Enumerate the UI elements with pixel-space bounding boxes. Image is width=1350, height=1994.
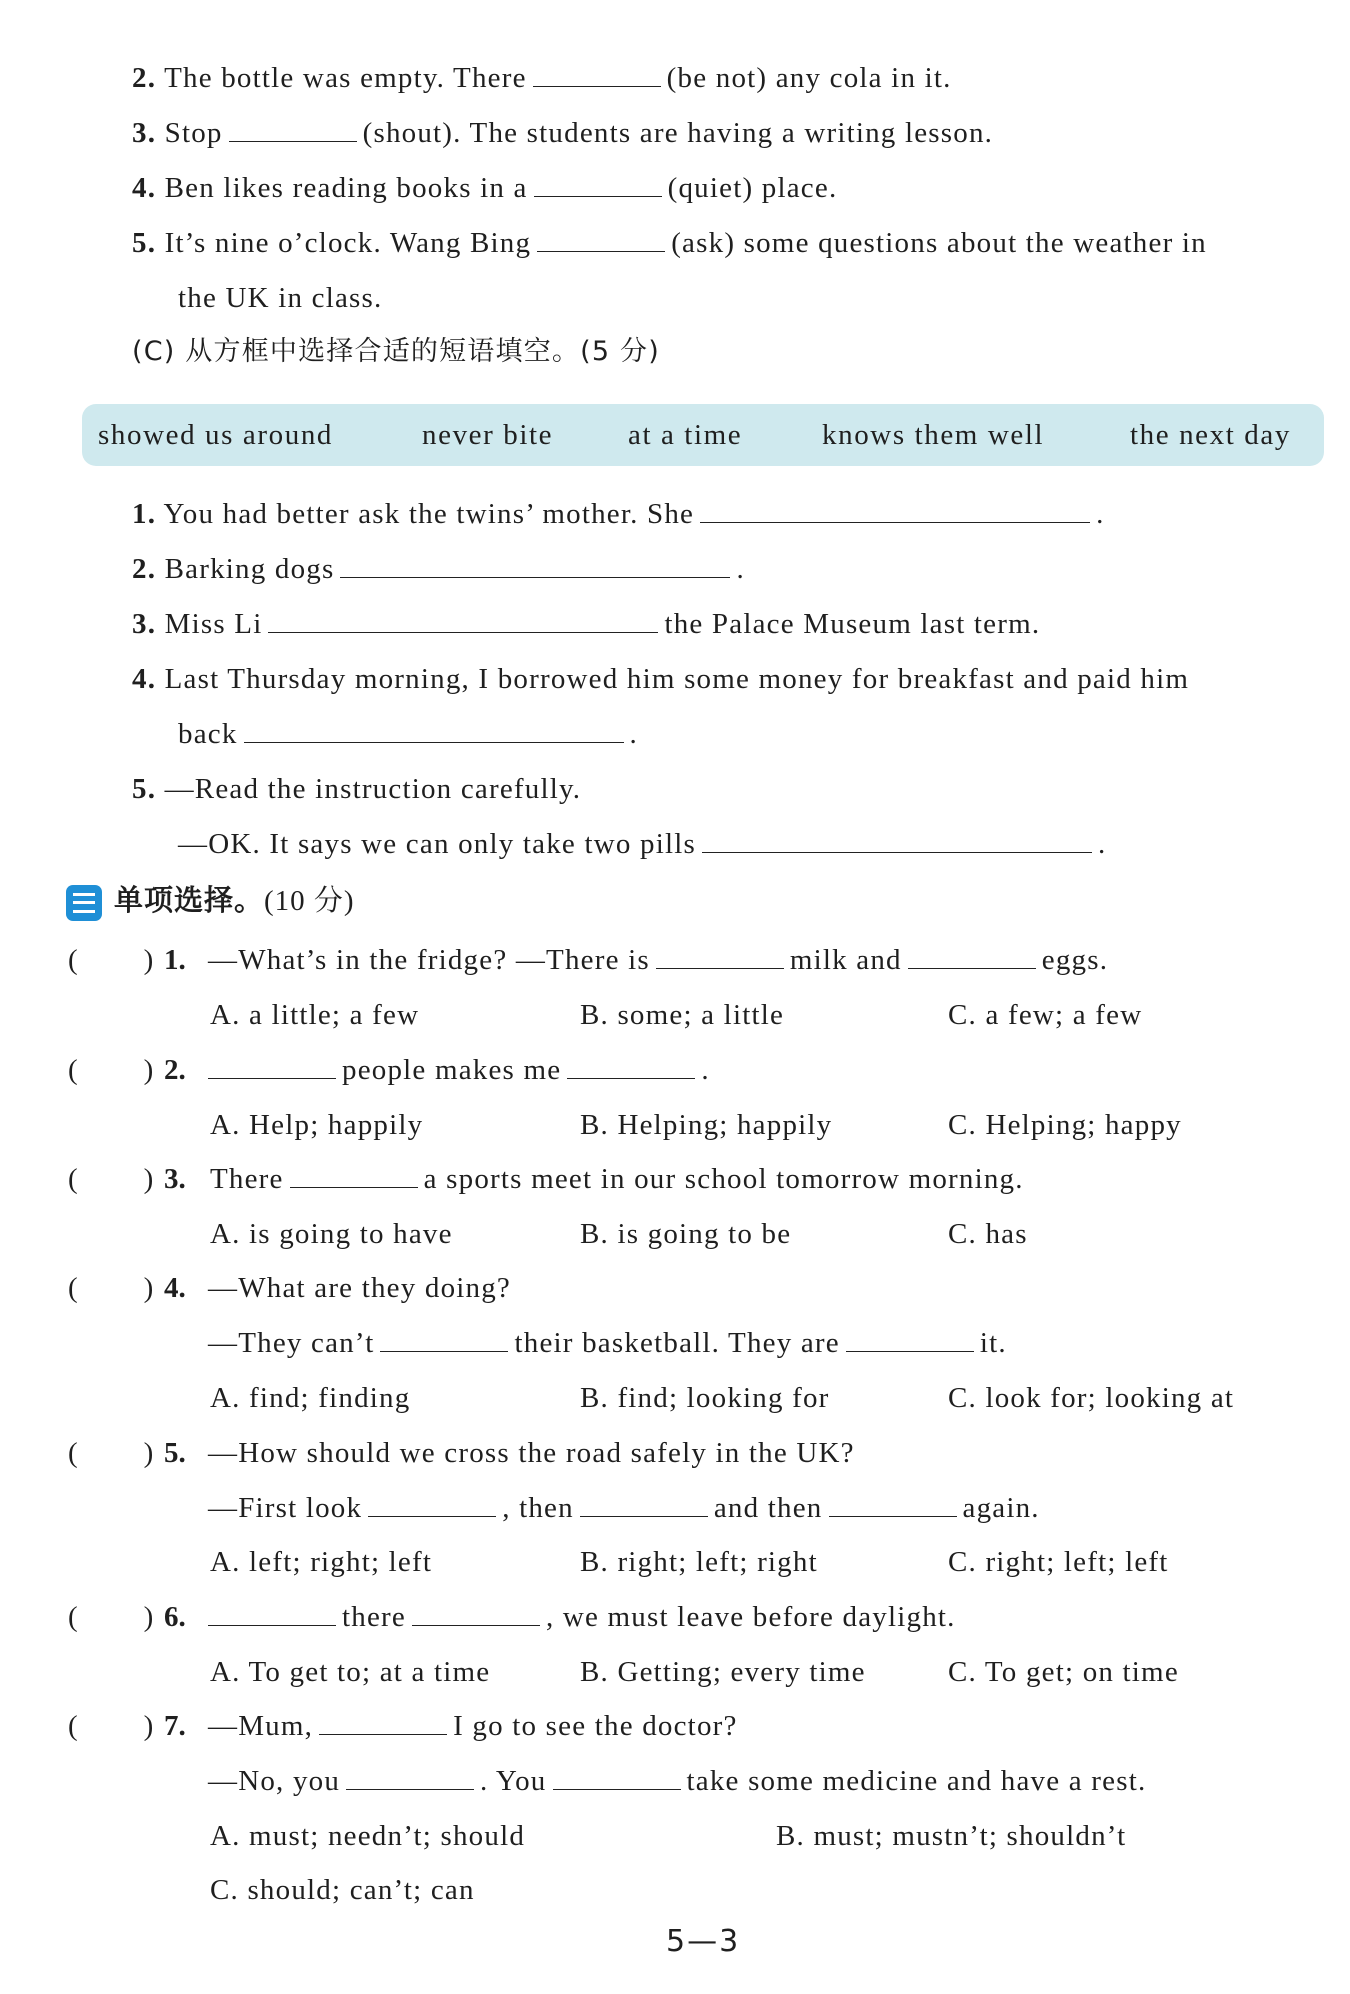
q7-option-b[interactable]: B. must; mustn’t; shouldn’t [776,1820,1127,1852]
question-number: 2. [164,1054,186,1086]
q1-option-a[interactable]: A. a little; a few [210,999,420,1031]
q7-option-c[interactable]: C. should; can’t; can [210,1874,475,1906]
partC-q1: 1. You had better ask the twins’ mother. She . [132,494,1105,534]
q5-option-c[interactable]: C. right; left; left [948,1546,1169,1578]
question-number: 5. [164,1437,186,1469]
q5-option-b[interactable]: B. right; left; right [580,1546,818,1578]
answer-blank[interactable] [368,1488,496,1517]
answer-blank[interactable] [244,714,624,743]
answer-blank[interactable] [700,494,1090,523]
answer-blank[interactable] [533,58,661,87]
q7-stem-question: —Mum, I go to see the doctor? [208,1706,738,1746]
answer-blank[interactable] [534,168,662,197]
q6-option-a[interactable]: A. To get to; at a time [210,1656,491,1688]
answer-blank[interactable] [412,1597,540,1626]
answer-paren[interactable]: ( ) [68,1601,154,1633]
partB-q3: 3. Stop (shout). The students are having a writing lesson. [132,113,993,153]
q4-option-b[interactable]: B. find; looking for [580,1382,830,1414]
q6-option-b[interactable]: B. Getting; every time [580,1656,866,1688]
partB-q5-continued: the UK in class. [178,282,383,314]
answer-blank[interactable] [702,824,1092,853]
q3-option-b[interactable]: B. is going to be [580,1218,792,1250]
answer-blank[interactable] [829,1488,957,1517]
q6-stem: there , we must leave before daylight. [208,1597,956,1637]
answer-blank[interactable] [656,940,784,969]
page-number: 5—3 [666,1924,741,1959]
q1-stem: —What’s in the fridge? —There is milk and eggs. [208,940,1108,980]
q4-option-c[interactable]: C. look for; looking at [948,1382,1235,1414]
answer-paren[interactable]: ( ) [68,1437,154,1469]
partC-q3: 3. Miss Li the Palace Museum last term. [132,604,1040,644]
question-number: 6. [164,1601,186,1633]
q1-option-b[interactable]: B. some; a little [580,999,785,1031]
question-number: 1. [164,944,186,976]
q5-stem-answer: —First look , then and then again. [208,1488,1040,1528]
partC-heading: (C) 从方框中选择合适的短语填空。(5 分) [132,336,660,367]
answer-blank[interactable] [290,1159,418,1188]
phrase-option: never bite [422,419,554,451]
q3-option-a[interactable]: A. is going to have [210,1218,453,1250]
answer-blank[interactable] [908,940,1036,969]
partC-q5: 5. —Read the instruction carefully. [132,773,582,805]
q7-stem-answer: —No, you . You take some medicine and have a rest. [208,1761,1146,1801]
q2-stem: people makes me . [208,1050,710,1090]
q6-option-c[interactable]: C. To get; on time [948,1656,1179,1688]
phrase-box [82,404,1324,466]
q5-stem-question: —How should we cross the road safely in the UK? [208,1437,855,1469]
q2-option-b[interactable]: B. Helping; happily [580,1109,833,1141]
answer-blank[interactable] [580,1488,708,1517]
answer-blank[interactable] [340,549,730,578]
question-number: 3. [164,1163,186,1195]
answer-paren[interactable]: ( ) [68,1054,154,1086]
question-number: 4. [164,1272,186,1304]
q3-stem: There a sports meet in our school tomorrow morning. [210,1159,1024,1199]
partC-q4-continued: back . [178,714,638,754]
q2-option-a[interactable]: A. Help; happily [210,1109,424,1141]
phrase-option: knows them well [822,419,1045,451]
answer-blank[interactable] [567,1050,695,1079]
q2-option-c[interactable]: C. Helping; happy [948,1109,1182,1141]
answer-blank[interactable] [319,1706,447,1735]
answer-blank[interactable] [380,1323,508,1352]
answer-blank[interactable] [229,113,357,142]
q4-stem-answer: —They can’t their basketball. They are it. [208,1323,1007,1363]
answer-blank[interactable] [208,1597,336,1626]
answer-paren[interactable]: ( ) [68,944,154,976]
section-three-icon [66,885,102,921]
partC-q5-reply: —OK. It says we can only take two pills . [178,824,1106,864]
phrase-option: showed us around [98,419,334,451]
q1-option-c[interactable]: C. a few; a few [948,999,1143,1031]
partC-q2: 2. Barking dogs . [132,549,745,589]
partB-q2: 2. The bottle was empty. There (be not) any cola in it. [132,58,952,98]
q5-option-a[interactable]: A. left; right; left [210,1546,433,1578]
section-three-title: 单项选择。(10 分) [114,883,355,917]
phrase-option: the next day [1130,419,1291,451]
partC-q4: 4. Last Thursday morning, I borrowed him some money for breakfast and paid him [132,663,1190,695]
answer-paren[interactable]: ( ) [68,1272,154,1304]
answer-blank[interactable] [208,1050,336,1079]
answer-blank[interactable] [846,1323,974,1352]
answer-blank[interactable] [537,223,665,252]
partB-q4: 4. Ben likes reading books in a (quiet) place. [132,168,837,208]
answer-blank[interactable] [268,604,658,633]
q4-stem-question: —What are they doing? [208,1272,512,1304]
answer-blank[interactable] [553,1761,681,1790]
answer-paren[interactable]: ( ) [68,1163,154,1195]
partB-q5: 5. It’s nine o’clock. Wang Bing (ask) some questions about the weather in [132,223,1207,263]
question-number: 7. [164,1710,186,1742]
phrase-option: at a time [628,419,743,451]
q4-option-a[interactable]: A. find; finding [210,1382,411,1414]
q7-option-a[interactable]: A. must; needn’t; should [210,1820,526,1852]
q3-option-c[interactable]: C. has [948,1218,1028,1250]
answer-blank[interactable] [346,1761,474,1790]
answer-paren[interactable]: ( ) [68,1710,154,1742]
